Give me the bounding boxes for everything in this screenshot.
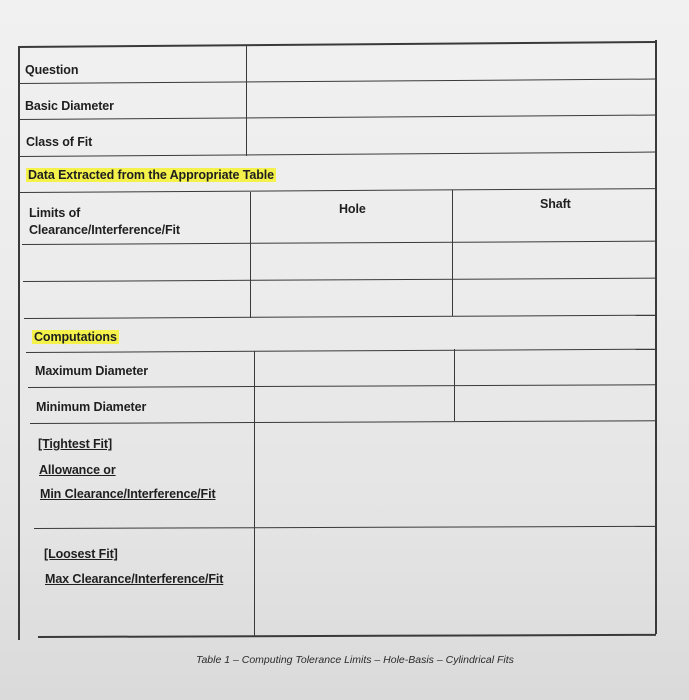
header-hole: Hole bbox=[339, 202, 366, 216]
label-question: Question bbox=[25, 63, 79, 77]
row-line bbox=[20, 188, 656, 193]
row-line bbox=[26, 349, 656, 353]
label-data-extracted bbox=[26, 167, 276, 183]
column-line bbox=[250, 192, 251, 318]
row-line bbox=[30, 420, 656, 424]
table-caption: Table 1 – Computing Tolerance Limits – Hole-Basis – Cylindrical Fits bbox=[196, 654, 514, 666]
row-line bbox=[28, 384, 656, 388]
column-line bbox=[246, 46, 247, 156]
highlighted-text: Computations bbox=[34, 330, 117, 344]
label-class-of-fit: Class of Fit bbox=[26, 135, 93, 149]
label-limits-line2: Clearance/Interference/Fit bbox=[29, 223, 180, 237]
label-max-clearance: Max Clearance/Interference/Fit bbox=[45, 572, 224, 586]
label-minimum-diameter: Minimum Diameter bbox=[36, 400, 147, 414]
row-line bbox=[22, 241, 656, 246]
label-min-clearance: Min Clearance/Interference/Fit bbox=[40, 487, 216, 501]
header-shaft: Shaft bbox=[540, 197, 571, 211]
column-line bbox=[454, 349, 455, 421]
row-line bbox=[34, 526, 656, 529]
label-loosest-fit: [Loosest Fit] bbox=[44, 547, 118, 561]
table-border-top bbox=[18, 41, 656, 48]
row-line bbox=[24, 315, 656, 319]
highlighted-text: Data Extracted from the Appropriate Table bbox=[28, 168, 274, 182]
label-maximum-diameter: Maximum Diameter bbox=[35, 364, 149, 378]
label-allowance-or: Allowance or bbox=[39, 463, 116, 477]
label-limits-line1: Limits of bbox=[29, 206, 81, 220]
table-border-left bbox=[18, 48, 20, 640]
table-border-right bbox=[655, 40, 657, 634]
table-border-bottom bbox=[38, 634, 656, 638]
row-line bbox=[19, 152, 656, 158]
label-basic-diameter: Basic Diameter bbox=[25, 99, 114, 113]
column-line bbox=[254, 351, 255, 637]
label-computations bbox=[32, 329, 119, 345]
column-line bbox=[452, 190, 453, 316]
row-line bbox=[18, 115, 656, 121]
row-line bbox=[18, 79, 656, 85]
label-tightest-fit: [Tightest Fit] bbox=[38, 437, 113, 451]
row-line bbox=[23, 278, 656, 283]
